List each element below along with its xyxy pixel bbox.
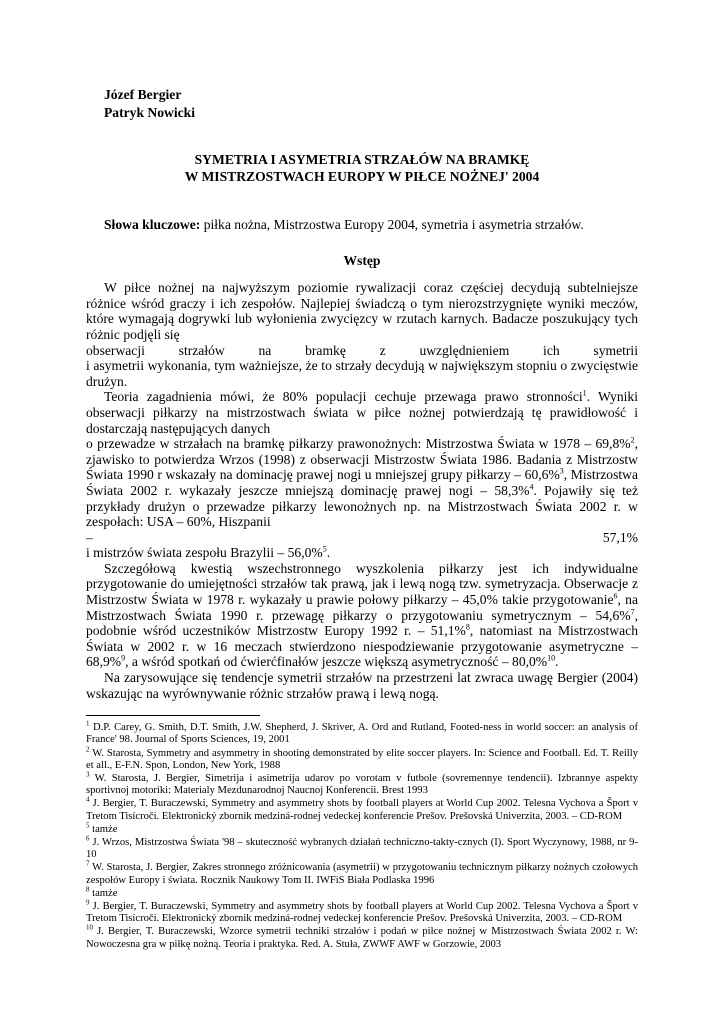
- keywords-text: piłka nożna, Mistrzostwa Europy 2004, symetria i asymetria strzałów.: [200, 217, 584, 232]
- word: z: [379, 342, 386, 358]
- text-run: , zjawisko to potwierdza Wrzos (1998) z obserwacji Mistrzostw Świata 1986. Badania z Mistrzostw Świata 1990 r wskazały na dominację prawej nogi u mniejszej grupy piłkarzy – 60,6%: [86, 436, 638, 483]
- paragraph-1-end: [86, 358, 638, 389]
- text-run: , Mistrzostwa Świata 2002 r. wykazały jeszcze mniejszą dominację prawej nogi – 58,3%: [86, 467, 638, 498]
- word: symetrii: [593, 342, 638, 358]
- footnote-text: W. Starosta, J. Bergier, Simetrija i asimetrija udarov po vorotam v futbole (sovremennye tendencii). Izbrannye aspekty sportivnoj motoriki: Materialy Mezdunarodnoj Naucnoj Konferencii. Brest 1993: [86, 773, 638, 797]
- justified-line: [86, 530, 638, 546]
- keywords-label: Słowa kluczowe:: [104, 217, 201, 232]
- footnote: [86, 834, 638, 861]
- footnote-text: W. Starosta, J. Bergier, Zakres stronnego zróżnicowania (asymetrii) w przygotowaniu technicznym piłkarzy nożnych czołowych zespołów Europy i świata. Rocznik Naukowy Tom II. IWFiS Biała Podlaska 1996: [86, 862, 638, 886]
- paragraph-2-cont: [86, 436, 638, 530]
- footnote: [86, 795, 638, 822]
- word: na: [258, 342, 272, 358]
- text-run: .: [326, 545, 331, 561]
- section-heading: Wstęp: [343, 252, 381, 268]
- footnote: [86, 719, 638, 746]
- footnote-number: 8: [86, 885, 90, 894]
- text-run: Teoria zagadnienia mówi, że 80% populacji cechuje przewaga prawo stronności: [104, 389, 583, 405]
- word: ich: [543, 342, 560, 358]
- footnote-number: 7: [86, 859, 90, 868]
- text-run: , podobnie wśród uczestników Mistrzostw Europy 1992 r. – 51,1%: [86, 607, 638, 639]
- text-run: . Wyniki obserwacji piłkarzy na mistrzostwach świata w piłce nożnej potwierdzają tę prawidłowość i dostarczają następujących danych: [86, 389, 638, 436]
- footnote-text: J. Bergier, T. Buraczewski, Symmetry and asymmetry shots by football players at World Cup 2002. Telesna Vychova a Šport v Tretom Tisícročí. Elektronický zbornik medziná-rodnej vedeckej konferencie Prešov. Prešovská Univerzita, 2003. – CD-ROM: [86, 901, 638, 925]
- footnote-ref[interactable]: 5: [322, 544, 327, 554]
- footnote-number: 5: [86, 821, 90, 830]
- footnotes: [86, 719, 638, 951]
- footnote-ref[interactable]: 4: [529, 482, 534, 492]
- footnote-text: J. Bergier, T. Buraczewski, Wzorce symetrii techniki strzałów i podań w piłce nożnej w Mistrzostwach Świata 2002 r. W: Nowoczesna gra w piłkę nożną. Teoria i praktyka. Red. A. Stuła, ZWWF AWF w Gorzowie, 2003: [86, 926, 638, 950]
- author-name: Józef Bergier: [104, 87, 182, 102]
- word: bramkę: [305, 342, 346, 358]
- footnote: [86, 885, 638, 900]
- footnote-number: 6: [86, 834, 90, 843]
- text-run: , na Mistrzostwach Świata 1990 r. przewagę piłkarzy o przygotowaniu symetrycznym – 54,6%: [86, 592, 638, 623]
- dash: –: [86, 529, 93, 545]
- word: strzałów: [178, 342, 225, 358]
- footnote-number: 2: [86, 745, 90, 754]
- footnote-ref[interactable]: 10: [547, 653, 556, 663]
- footnote-ref[interactable]: 6: [613, 591, 618, 601]
- paragraph-1: [86, 280, 638, 342]
- body-text: [86, 280, 638, 701]
- paragraph-2: [86, 389, 638, 436]
- footnote: [86, 898, 638, 925]
- footnote-text: tamże: [89, 823, 118, 835]
- footnote: [86, 821, 638, 836]
- title-line: W MISTRZOSTWACH EUROPY W PIŁCE NOŻNEJ' 2004: [184, 168, 540, 184]
- footnote-separator: [86, 715, 260, 716]
- text-run: , a wśród spotkań od ćwierćfinałów jeszcze większą asymetryczność – 80,0%: [125, 654, 548, 670]
- paragraph-3: [86, 561, 638, 670]
- text-run: Szczegółową kwestią wszechstronnego wyszkolenia piłkarzy jest ich indywidualne przygotowanie do umiejętności strzałów tak prawą, jak i lewą nogą tzw. symetryzacja. Obserwacje z Mistrzostw Świata w 1978 r. wykazały u prawie połowy piłkarzy – 45,0% takie przygotowanie: [86, 560, 638, 608]
- footnote-number: 1: [86, 719, 90, 728]
- footnote-ref[interactable]: 1: [582, 388, 587, 398]
- paragraph-4: Na zarysowujące się tendencje symetrii strzałów na przestrzeni lat zwraca uwagę Bergier (2004) wskazując na wyrównywanie różnic strzałów prawą i lewą nogą.: [86, 670, 638, 701]
- footnote-text: W. Starosta, Symmetry and asymmetry in shooting demonstrated by elite soccer players. In: Science and Football. Ed. T. Reilly et all., E-F.N. Spon, London, New York, 1988: [86, 747, 638, 771]
- footnote-number: 4: [86, 795, 90, 804]
- authors: [104, 86, 638, 122]
- footnote-text: J. Wrzos, Mistrzostwa Świata '98 – skuteczność wybranych działań techniczno-takty-cznych (I). Sport Wyczynowy, 1988, nr 9-10: [86, 837, 638, 861]
- footnote-text: D.P. Carey, G. Smith, D.T. Smith, J.W. Shepherd, J. Skriver, A. Ord and Rutland, Footed-ness in world soccer: an analysis of France' 98. Journal of Sports Sciences, 19, 2001: [86, 722, 638, 746]
- footnote: [86, 770, 638, 797]
- text-run: i asymetrii wykonania, tym ważniejsze, że to strzały decydują w największym stopniu o zwycięstwie drużyn.: [86, 358, 638, 389]
- footnote-ref[interactable]: 7: [630, 607, 635, 617]
- text-run: W piłce nożnej na najwyższym poziomie rywalizacji coraz częściej decydują subtelniejsze różnice wśród graczy i ich zespołów. Najlepiej świadczą o tym nierozstrzygnięte wyniki meczów, które wymagają dogrywki lub wyłonienia zwycięzcy w rzutach karnych. Badacze poszukujący tych różnic podjęli się: [86, 280, 638, 342]
- title-line: SYMETRIA I ASYMETRIA STRZAŁÓW NA BRAMKĘ: [194, 152, 530, 167]
- paragraph-2-end: [86, 545, 638, 561]
- footnote-ref[interactable]: 9: [121, 653, 126, 663]
- text-run: , natomiast na Mistrzostwach Świata w 2002 r. w 16 meczach stwierdzono niespodziewanie przygotowanie asymetryczne – 68,9%: [86, 623, 638, 670]
- word: obserwacji: [86, 342, 145, 358]
- footnote-ref[interactable]: 2: [630, 435, 635, 445]
- footnote-text: J. Bergier, T. Buraczewski, Symmetry and asymmetry shots by football players at World Cup 2002. Telesna Vychova a Šport v Tretom Tisícročí. Elektronický zbornik medziná-rodnej vedeckej konferencie Prešov. Prešovská Univerzita, 2003. – CD-ROM: [86, 798, 638, 822]
- footnote-ref[interactable]: 3: [559, 466, 564, 476]
- word: uwzględnieniem: [419, 342, 510, 358]
- footnote-number: 3: [86, 770, 90, 779]
- footnote-ref[interactable]: 8: [465, 622, 470, 632]
- paper-title: [86, 152, 638, 185]
- footnote: [86, 923, 638, 950]
- text-run: .: [555, 654, 559, 670]
- text-run: o przewadze w strzałach na bramkę piłkarzy prawonożnych: Mistrzostwa Świata w 1978 – 69,8%: [86, 436, 631, 452]
- footnote-text: tamże: [89, 887, 118, 899]
- text-run: i mistrzów świata zespołu Brazylii – 56,0%: [86, 545, 323, 561]
- footnote-number: 9: [86, 898, 90, 907]
- footnote-number: 10: [86, 923, 93, 932]
- text-run: . Pojawiły się też przykłady drużyn o przewadze piłkarzy lewonożnych np. na Mistrzostwach Świata 2002 r. w zespołach: USA – 60%, Hiszpanii: [86, 482, 639, 530]
- value: 57,1%: [602, 529, 638, 545]
- author-name: Patryk Nowicki: [104, 105, 195, 120]
- keywords: [104, 217, 638, 233]
- footnote: [86, 859, 638, 886]
- footnote: [86, 745, 638, 772]
- justified-line: [86, 343, 638, 359]
